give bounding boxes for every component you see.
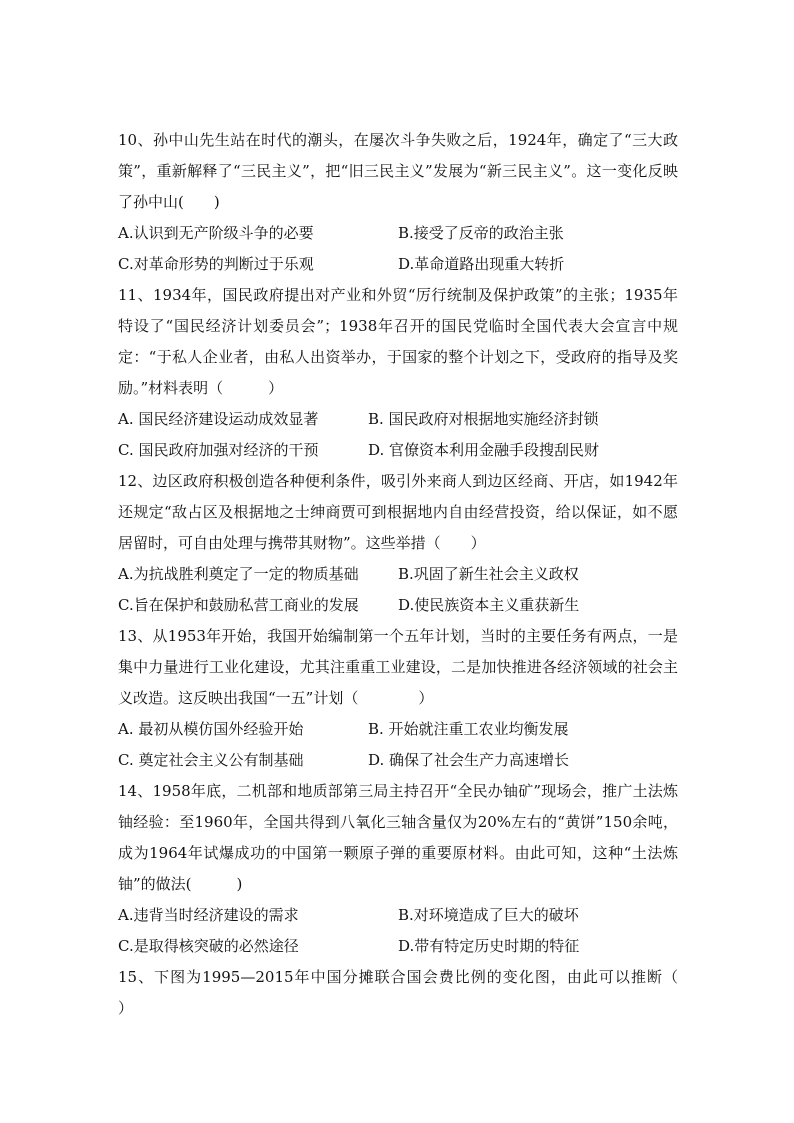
options-row — [118, 404, 678, 435]
question-10-options — [118, 218, 678, 280]
question-10 — [118, 125, 678, 280]
option-a: A.为抗战胜利奠定了一定的物质基础 — [118, 565, 359, 583]
option-b: B.对环境造成了巨大的破坏 — [398, 906, 579, 924]
question-11 — [118, 280, 678, 466]
question-12-options — [118, 559, 678, 621]
option-c: C.对革命形势的判断过于乐观 — [118, 255, 314, 273]
question-14-stem: 14、1958年底，二机部和地质部第三局主持召开“全民办铀矿”现场会，推广土法炼铀经验：至1960年，全国共得到八氧化三轴含量仅为20%左右的“黄饼”150余吨，成为1964年试爆成功的中国第一颗原子弹的重要原材料。由此可知，这种“土法炼铀”的做法( ) — [118, 782, 678, 893]
options-row — [118, 435, 678, 466]
options-row — [118, 559, 678, 590]
options-row — [118, 900, 678, 931]
question-11-stem: 11、1934年，国民政府提出对产业和外贸“厉行统制及保护政策”的主张；1935年特设了“国民经济计划委员会”；1938年召开的国民党临时全国代表大会宣言中规定：“于私人企业者，由私人出资举办，于国家的整个计划之下，受政府的指导及奖励。”材料表明（ ） — [118, 286, 678, 397]
question-12 — [118, 466, 678, 621]
options-row — [118, 714, 678, 745]
question-13-options — [118, 714, 678, 776]
options-row — [118, 590, 678, 621]
option-d: D.使民族资本主义重获新生 — [398, 596, 580, 614]
question-list — [118, 125, 709, 1024]
question-14 — [118, 776, 678, 962]
option-c: C. 奠定社会主义公有制基础 — [118, 751, 304, 769]
options-row — [118, 218, 678, 249]
option-b: B.接受了反帝的政治主张 — [398, 224, 564, 242]
option-c: C.是取得核突破的必然途径 — [118, 937, 299, 955]
question-12-stem: 12、边区政府积极创造各种便利条件，吸引外来商人到边区经商、开店，如1942年还规定“敌占区及根据地之士绅商贾可到根据地内自由经营投资，给以保证，如不愿居留时，可自由处理与携带其财物”。这些举措（ ） — [118, 472, 678, 552]
options-row — [118, 931, 678, 962]
option-d: D. 确保了社会生产力高速增长 — [368, 751, 570, 769]
options-row — [118, 249, 678, 280]
question-11-options — [118, 404, 678, 466]
question-13-stem: 13、从1953年开始，我国开始编制第一个五年计划，当时的主要任务有两点，一是集中力量进行工业化建设，尤其注重重工业建设，二是加快推进各经济领域的社会主义改造。这反映出我国“一五”计划（ ） — [118, 627, 678, 707]
option-b: B. 国民政府对根据地实施经济封锁 — [368, 410, 599, 428]
question-14-options — [118, 900, 678, 962]
option-d: D.革命道路出现重大转折 — [398, 255, 565, 273]
option-b: B. 开始就注重工农业均衡发展 — [368, 720, 569, 738]
options-row — [118, 745, 678, 776]
question-13 — [118, 621, 678, 776]
option-c: C.旨在保护和鼓励私营工商业的发展 — [118, 596, 359, 614]
option-d: D. 官僚资本利用金融手段搜刮民财 — [368, 441, 600, 459]
option-a: A.认识到无产阶级斗争的必要 — [118, 224, 314, 242]
question-15 — [118, 962, 709, 1024]
option-c: C. 国民政府加强对经济的干预 — [118, 441, 319, 459]
option-a: A.违背当时经济建设的需求 — [118, 906, 299, 924]
option-a: A. 最初从模仿国外经验开始 — [118, 720, 304, 738]
option-d: D.带有特定历史时期的特征 — [398, 937, 580, 955]
option-a: A. 国民经济建设运动成效显著 — [118, 410, 319, 428]
option-b: B.巩固了新生社会主义政权 — [398, 565, 579, 583]
question-10-stem: 10、孙中山先生站在时代的潮头，在屡次斗争失败之后，1924年，确定了“三大政策”，重新解释了“三民主义”，把“旧三民主义”发展为“新三民主义”。这一变化反映了孙中山( ) — [118, 131, 678, 211]
question-15-stem: 15、下图为1995—2015年中国分摊联合国会费比例的变化图，由此可以推断（ ） — [118, 968, 709, 1017]
